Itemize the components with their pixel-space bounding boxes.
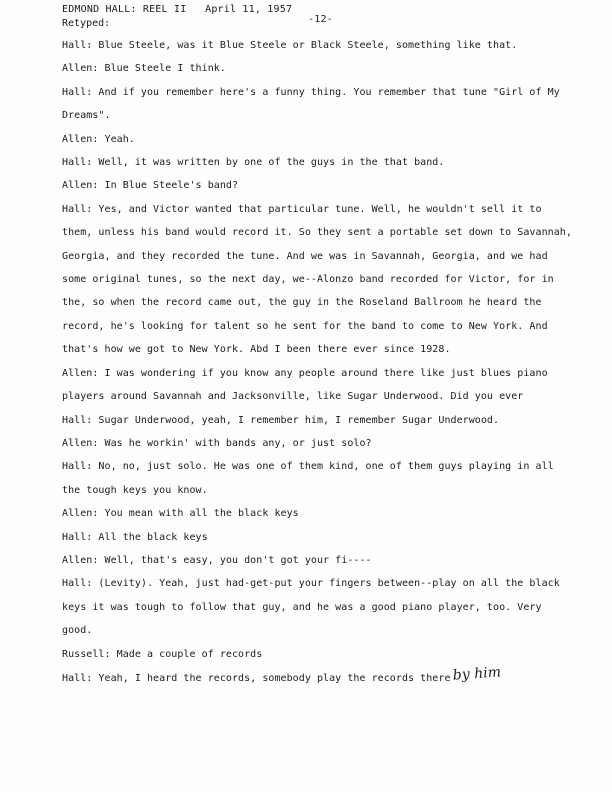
paragraph: Hall: All the black keys bbox=[62, 531, 208, 543]
header-date: April 11, 1957 bbox=[205, 4, 293, 15]
paragraph: Allen: Blue Steele I think. bbox=[62, 63, 226, 75]
paragraph: Hall: And if you remember here's a funny thing. You remember that tune "Girl of My Dreams". bbox=[62, 86, 566, 122]
paragraph: Allen: In Blue Steele's band? bbox=[62, 180, 239, 192]
paragraph: Hall: Blue Steele, was it Blue Steele or Black Steele, something like that. bbox=[62, 40, 518, 51]
paragraph: Hall: (Levity). Yeah, just had-get-put your fingers between--play on all the black keys it was tough to follow that guy, and he was a good piano player, too. Very good. bbox=[62, 578, 566, 637]
page-number: -12- bbox=[308, 14, 333, 25]
header-title: EDMOND HALL: REEL II bbox=[62, 4, 187, 15]
paragraph: Hall: Sugar Underwood, yeah, I remember him, I remember Sugar Underwood. bbox=[62, 414, 500, 426]
paragraph: Allen: Was he workin' with bands any, or just solo? bbox=[62, 437, 372, 449]
last-line-text: Hall: Yeah, I heard the records, somebody play the records there bbox=[62, 672, 451, 684]
paragraph: Hall: Yes, and Victor wanted that particular tune. Well, he wouldn't sell it to them, unless his band would record it. So they sent a portable set down to Savannah, Georgia, and they recorded the tune. And we was in Savannah, Georgia, and we had some original tunes, so the next day, we--Alonzo band recorded for Victor, for in the, so when the record came out, the guy in the Roseland Ballroom he heard the record, he's looking for talent so he sent for the band to come to New York. And that's how we got to New York. Abd I been there ever since 1928. bbox=[62, 203, 578, 356]
paragraph: Allen: Well, that's easy, you don't got your fi---- bbox=[62, 554, 372, 566]
handwritten-annotation: by him bbox=[451, 664, 502, 684]
paragraph: Russell: Made a couple of records bbox=[62, 648, 263, 660]
paragraph-last bbox=[62, 666, 572, 690]
transcript-body bbox=[62, 34, 578, 690]
paragraph: Hall: Well, it was written by one of the guys in the that band. bbox=[62, 157, 445, 169]
paragraph: Allen: You mean with all the black keys bbox=[62, 508, 299, 520]
paragraph: Allen: Yeah. bbox=[62, 133, 135, 145]
retyped-label: Retyped: bbox=[62, 18, 111, 29]
paragraph: Hall: No, no, just solo. He was one of them kind, one of them guys playing in all the tough keys you know. bbox=[62, 461, 560, 496]
paragraph: Allen: I was wondering if you know any people around there like just blues piano players around Savannah and Jacksonville, like Sugar Underwood. Did you ever bbox=[62, 367, 554, 403]
